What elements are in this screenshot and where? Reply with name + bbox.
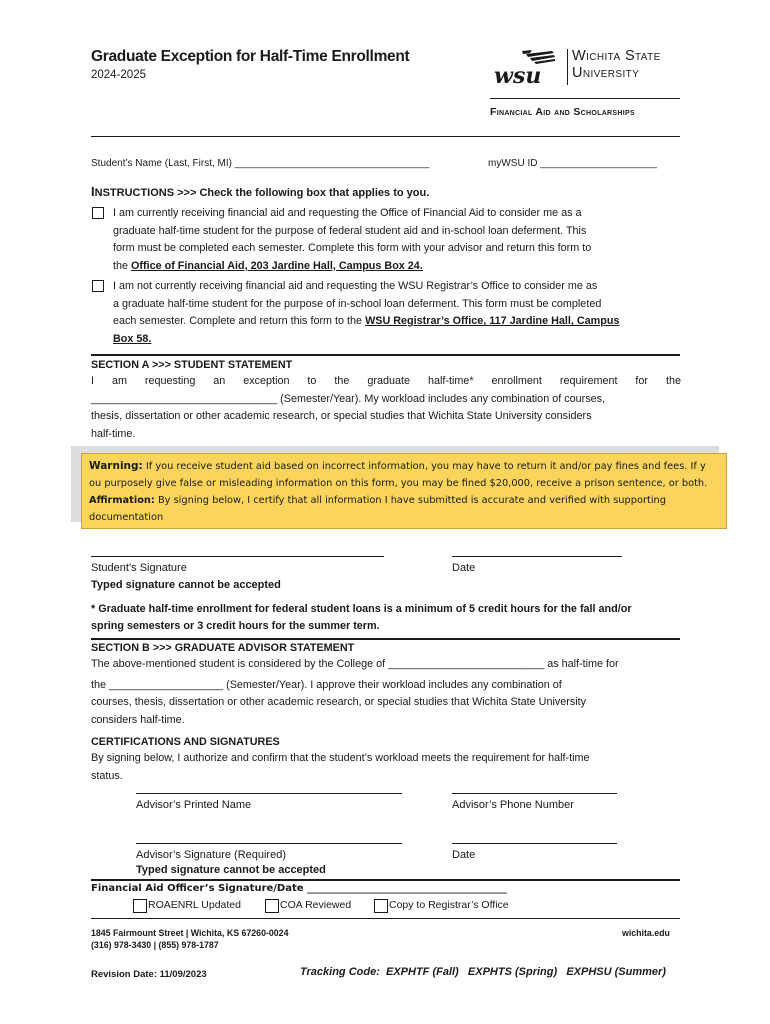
form-title: Graduate Exception for Half-Time Enrollment bbox=[91, 48, 410, 65]
student-statement: I am requesting an exception to the graduate half-time* enrollment requirement for the _______________________________ (Semester/Year). My workload includes any combination of courses, thesis, dissertation or other academic research, or special studies that Wichita State University considers half-time. bbox=[91, 375, 681, 440]
student-id-field[interactable]: myWSU ID _____________________ bbox=[488, 158, 658, 169]
university-name: Wichita State University bbox=[572, 48, 661, 81]
financial-aid-checkbox[interactable] bbox=[92, 207, 104, 219]
section-b-heading: SECTION B >>> GRADUATE ADVISOR STATEMENT bbox=[91, 642, 355, 654]
student-date-label: Date bbox=[452, 562, 476, 574]
instructions-heading: INSTRUCTIONS >>> Check the following box that applies to you. bbox=[91, 184, 430, 199]
advisor-date-label: Date bbox=[452, 849, 476, 861]
section-a-heading: SECTION A >>> STUDENT STATEMENT bbox=[91, 359, 293, 371]
student-name-field[interactable]: Student’s Name (Last, First, MI) ___________________________________ bbox=[91, 158, 430, 169]
registrar-office-link: WSU Registrar’s Office, 117 Jardine Hall, Campus bbox=[365, 315, 620, 328]
section-b-rule bbox=[91, 638, 680, 640]
footer-website: wichita.edu bbox=[622, 928, 670, 938]
student-signature-label: Student’s Signature bbox=[91, 562, 187, 574]
logo-rule bbox=[490, 98, 680, 99]
wsu-logo-icon bbox=[492, 48, 564, 88]
coa-label: COA Reviewed bbox=[280, 899, 352, 911]
revision-date: Revision Date: 11/09/2023 bbox=[91, 969, 207, 980]
academic-year: 2024-2025 bbox=[91, 69, 146, 81]
advisor-phone-label: Advisor’s Phone Number bbox=[452, 799, 574, 811]
registrar-checkbox[interactable] bbox=[92, 280, 104, 292]
student-date-line[interactable] bbox=[452, 556, 622, 557]
warning-box: Warning: If you receive student aid based on incorrect information, you may have to return it and/or pay fines and fees. If y ou purposely give false or misleading information on this form, you may be fined $20,000, receive a prison sentence, or both. Affirmation: By signing below, I certify that all information I have submitted is accurate and verified with supporting documentation bbox=[81, 453, 727, 529]
student-signature-line[interactable] bbox=[91, 556, 384, 557]
officer-signature-field[interactable]: Financial Aid Officer’s Signature/Date ________________________________________ bbox=[91, 883, 508, 894]
advisor-name-label: Advisor’s Printed Name bbox=[136, 799, 252, 811]
advisor-signature-line[interactable] bbox=[136, 843, 402, 844]
tracking-codes: Tracking Code: EXPHTF (Fall) EXPHTS (Spring) EXPHSU (Summer) bbox=[300, 966, 666, 978]
typed-signature-note: Typed signature cannot be accepted bbox=[91, 579, 281, 591]
advisor-name-line[interactable] bbox=[136, 793, 402, 794]
option-financial-aid: I am currently receiving financial aid and requesting the Office of Financial Aid to consider me as a graduate half-time student for the purpose of federal student aid and in-school loan deferment. This form must be completed each semester. Complete this form with your advisor and return this form to the Office of Financial Aid, 203 Jardine Hall, Campus Box 24. bbox=[113, 207, 592, 272]
advisor-typed-note: Typed signature cannot be accepted bbox=[136, 864, 326, 876]
advisor-date-line[interactable] bbox=[452, 843, 617, 844]
advisor-phone-line[interactable] bbox=[452, 793, 617, 794]
roaenrl-checkbox[interactable] bbox=[133, 899, 147, 913]
option-registrar: I am not currently receiving financial aid and requesting the WSU Registrar’s Office to consider me as a graduate half-time student for the purpose of in-school loan deferment. This form must be completed each semester. Complete and return this form to the WSU Registrar’s Office, 117 Jardine Hall, Campus Box 58. bbox=[113, 280, 620, 345]
registrar-copy-checkbox[interactable] bbox=[374, 899, 388, 913]
financial-aid-office-link: Office of Financial Aid, 203 Jardine Hall, Campus Box 24. bbox=[131, 259, 423, 272]
advisor-statement: The above-mentioned student is considered by the College of __________________________ as half-time for the ___________________ (Semester/Year). I approve their workload includes any combination of courses, thesis, dissertation or other academic research, or special studies that Wichita State University considers half-time. bbox=[91, 658, 619, 726]
registrar-copy-label: Copy to Registrar’s Office bbox=[389, 899, 509, 911]
department-name: Financial Aid and Scholarships bbox=[490, 106, 635, 118]
officer-rule bbox=[91, 879, 680, 881]
certifications-text: By signing below, I authorize and confirm that the student’s workload meets the requirement for half-time status. bbox=[91, 752, 590, 782]
coa-checkbox[interactable] bbox=[265, 899, 279, 913]
half-time-footnote: * Graduate half-time enrollment for federal student loans is a minimum of 5 credit hours for the fall and/or spring semesters or 3 credit hours for the summer term. bbox=[91, 603, 632, 632]
footer-address: 1845 Fairmount Street | Wichita, KS 67260-0024 (316) 978-3430 | (855) 978-1787 bbox=[91, 928, 289, 950]
footer-rule bbox=[91, 918, 680, 919]
section-a-rule bbox=[91, 354, 680, 356]
advisor-signature-label: Advisor’s Signature (Required) bbox=[136, 849, 286, 861]
certifications-heading: CERTIFICATIONS AND SIGNATURES bbox=[91, 736, 280, 748]
header-rule bbox=[91, 136, 680, 137]
roaenrl-label: ROAENRL Updated bbox=[148, 899, 241, 911]
logo-divider bbox=[567, 49, 568, 85]
svg-text:wsu: wsu bbox=[494, 63, 542, 88]
